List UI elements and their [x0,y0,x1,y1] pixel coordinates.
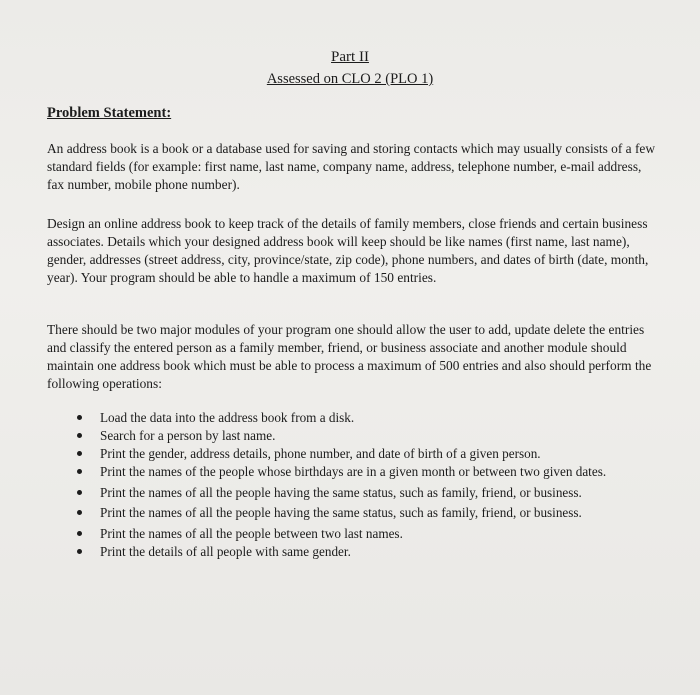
list-item-text: Print the names of all the people having the same status, such as family, friend, or business. [100,484,582,500]
list-item-text: Print the names of the people whose birthdays are in a given month or between two given dates. [100,464,607,479]
bullet-icon [77,510,82,515]
list-item-text: Load the data into the address book from a disk. [100,410,355,425]
bullet-icon [77,451,82,456]
assessed-on-line: Assessed on CLO 2 (PLO 1) [266,71,434,87]
list-item [100,428,645,445]
paragraph-definition: An address book is a book or a database used for saving and storing contacts which may usually consists of a few standard fields (for example: first name, last name, company name, address, telephone number, e-mail address, fax number, mobile phone number). [47,141,656,192]
paragraph-modules: There should be two major modules of your program one should allow the user to add, update delete the entries and classify the entered person as a family member, friend, or business associate and another module should maintain one address book which must be able to process a maximum of 500 entries and also should perform the following operations: [47,322,652,391]
bullet-icon [77,531,82,536]
list-item-text: Print the details of all people with same gender. [100,543,351,559]
problem-statement-heading: Problem Statement: [47,105,172,121]
part-title: Part II [331,49,369,65]
list-item-text: Print the gender, address details, phone number, and date of birth of a given person. [100,446,541,461]
bullet-icon [77,549,82,554]
list-item-text: Print the names of all the people between two last names. [100,525,403,541]
list-item-text: Print the names of all the people having the same status, such as family, friend, or business. [100,505,582,520]
list-item-text: Search for a person by last name. [100,428,276,443]
bullet-icon [77,490,82,495]
list-item [100,446,645,463]
list-item [100,464,645,481]
list-item [100,505,645,522]
document-header [0,48,700,88]
bullet-icon [77,433,82,438]
list-item [100,410,645,427]
operations-list [100,410,645,562]
bullet-icon [77,415,82,420]
list-item [100,526,645,543]
list-item [100,544,645,561]
list-item [100,485,645,502]
bullet-icon [77,469,82,474]
paragraph-design: Design an online address book to keep track of the details of family members, close friends and certain business associates. Details which your designed address book will keep should be like names (first name, last name), gender, addresses (street address, city, province/state, zip code), phone numbers, and dates of birth (date, month, year). Your program should be able to handle a maximum of 150 entries. [47,216,649,285]
